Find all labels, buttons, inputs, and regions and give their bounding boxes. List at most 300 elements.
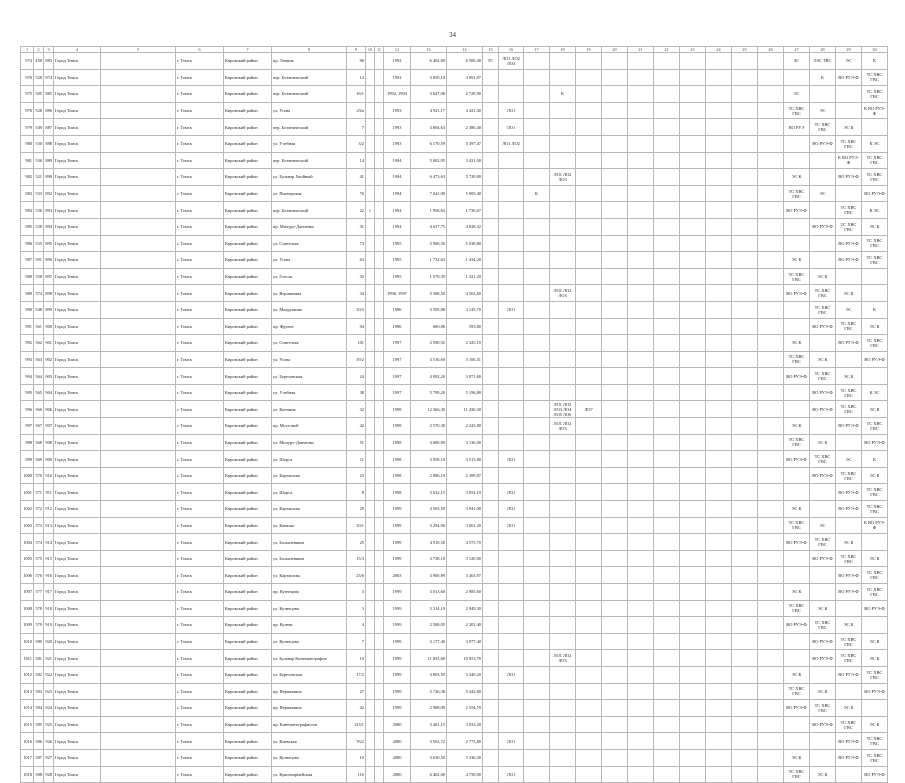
table-cell [499,749,524,766]
table-cell [602,567,628,584]
table-cell: 577 [34,584,44,601]
table-cell: ТС ХВС ГВС [836,218,862,235]
table-cell [810,584,836,601]
table-cell: 914 [44,534,54,551]
table-cell: ТС ХВС ГВС [862,749,888,766]
table-cell: 976 [21,69,34,86]
table-cell [483,733,499,750]
table-cell [758,119,784,136]
table-cell [706,185,732,202]
table-cell: 1996 [384,318,411,335]
table-cell [654,484,680,501]
table-cell: ВО РУЭ-Ф [836,69,862,86]
table-cell: 3 850,10 [411,69,447,86]
table-cell: 6 170,59 [411,135,447,152]
table-cell [101,418,176,435]
table-cell [101,235,176,252]
table-row [21,501,888,518]
table-cell: Кировский район [224,119,272,136]
table-cell: пер. Ботанический [272,86,347,103]
table-cell [602,268,628,285]
table-cell [680,152,706,169]
table-cell: 920 [44,633,54,650]
table-cell: Кировский район [224,434,272,451]
table-cell: 874 [44,69,54,86]
table-cell [375,617,384,634]
table-cell [524,683,550,700]
table-cell [758,401,784,418]
table-cell [101,567,176,584]
table-cell: 505 [34,86,44,103]
table-cell [366,218,375,235]
table-cell: Город Томск [54,351,101,368]
table-cell: 7 041,09 [411,185,447,202]
table-cell [654,567,680,584]
table-cell [654,119,680,136]
table-cell [602,534,628,551]
table-cell: Город Томск [54,716,101,733]
table-cell: ВО РУЭ-Ф [836,169,862,186]
table-cell: 897 [44,268,54,285]
table-cell [602,633,628,650]
table-cell [550,584,576,601]
table-cell [602,86,628,103]
table-cell: Кировский район [224,202,272,219]
table-cell [101,368,176,385]
table-cell [550,318,576,335]
table-cell: 7 [347,119,366,136]
table-cell: ул. Кончина [272,401,347,418]
table-cell: ул. Березовская [272,666,347,683]
table-cell [758,318,784,335]
table-cell [550,534,576,551]
table-cell [366,467,375,484]
table-cell: 1998 [384,434,411,451]
table-cell: Город Томск [54,617,101,634]
table-cell [784,235,810,252]
column-number-1: 1 [21,47,34,53]
table-cell: 16/1 [347,86,366,103]
table-cell: 991 [21,318,34,335]
table-cell: 5 900,50 [411,235,447,252]
table-cell: 3 941,00 [447,501,483,518]
table-cell [499,550,524,567]
table-cell [375,401,384,418]
table-cell [483,650,499,667]
table-cell: 988 [21,268,34,285]
table-cell: 34 [347,285,366,302]
table-cell: 982 [21,169,34,186]
table-cell: 595,80 [447,318,483,335]
table-cell [483,683,499,700]
table-cell: Кировский район [224,384,272,401]
table-cell: ТС ХВС ГВС [836,716,862,733]
table-cell: К ЭС [862,384,888,401]
table-cell [483,152,499,169]
table-cell [758,202,784,219]
table-cell [628,401,654,418]
table-cell: 928 [44,766,54,783]
table-cell: ЛО1 [499,301,524,318]
table-cell: 583 [34,683,44,700]
table-cell: ул. Большевиков [272,534,347,551]
table-cell [483,517,499,534]
table-cell [602,235,628,252]
table-cell: ТС ХВС ГВС [862,584,888,601]
table-cell [524,733,550,750]
table-cell: 6 500,40 [447,53,483,70]
table-cell [654,169,680,186]
table-cell [628,335,654,352]
table-cell: пр. Ленина [272,53,347,70]
table-cell: 3 [347,600,366,617]
table-cell [366,285,375,302]
table-cell [375,716,384,733]
table-cell [483,418,499,435]
table-cell [550,517,576,534]
table-cell: 886 [44,102,54,119]
table-cell [862,285,888,302]
table-cell [706,584,732,601]
table-cell [654,600,680,617]
table-cell: Город Томск [54,384,101,401]
table-cell: Кировский район [224,633,272,650]
table-cell [602,318,628,335]
table-cell: ул. Усова [272,102,347,119]
table-cell: Город Томск [54,135,101,152]
table-cell [732,584,758,601]
table-cell [862,534,888,551]
table-cell: Город Томск [54,86,101,103]
table-cell: 1013 [21,683,34,700]
table-cell: 992 [21,335,34,352]
table-cell [550,666,576,683]
table-cell [810,335,836,352]
table-cell: ЭС К [836,617,862,634]
table-cell: 23/6 [347,567,366,584]
table-cell [499,434,524,451]
table-row [21,666,888,683]
table-cell [654,749,680,766]
table-cell [576,351,602,368]
table-cell [784,384,810,401]
table-cell: 2 201,40 [447,617,483,634]
table-cell: 1994 [384,169,411,186]
table-cell: Город Томск [54,335,101,352]
table-cell: 4 563,50 [411,501,447,518]
table-cell [550,716,576,733]
table-cell [366,185,375,202]
table-cell: ЭС К [810,600,836,617]
table-cell [366,434,375,451]
table-cell: 3 461,15 [411,716,447,733]
table-cell [836,86,862,103]
table-cell [784,467,810,484]
table-cell [366,53,375,70]
table-cell [499,617,524,634]
table-cell [628,467,654,484]
table-cell: ТС ХВС ГВС [862,69,888,86]
table-cell [628,700,654,717]
table-cell [732,501,758,518]
table-cell [654,666,680,683]
table-cell [576,716,602,733]
table-cell [654,135,680,152]
column-number-22: 22 [654,47,680,53]
table-cell: 535 [34,235,44,252]
table-cell [483,666,499,683]
table-cell: ВО РУЭ-Ф [784,368,810,385]
table-cell: ТС ХВС ГВС [810,119,836,136]
table-cell [732,285,758,302]
table-cell [706,86,732,103]
table-cell: 907 [44,418,54,435]
table-cell [628,766,654,783]
table-cell [784,633,810,650]
table-cell: ЭС К [862,401,888,418]
table-cell [680,69,706,86]
table-cell [654,733,680,750]
table-cell: 563 [34,351,44,368]
column-number-27: 27 [784,47,810,53]
table-cell: 22 [347,202,366,219]
table-cell [375,102,384,119]
table-cell: 582 [34,666,44,683]
table-row [21,335,888,352]
table-cell [758,434,784,451]
table-cell: 1993 [384,119,411,136]
table-cell: ул. Усова [272,252,347,269]
table-cell: 1997 [384,335,411,352]
table-cell [732,484,758,501]
table-cell [483,202,499,219]
table-cell: ЭС К [784,335,810,352]
table-cell [680,185,706,202]
table-cell [758,716,784,733]
table-cell: ЛО1 [499,451,524,468]
table-cell: 1 956,63 [411,202,447,219]
table-cell: 41 [347,169,366,186]
table-cell [366,418,375,435]
table-cell [602,152,628,169]
table-cell: Кировский район [224,235,272,252]
table-cell [628,351,654,368]
table-cell: 533 [34,185,44,202]
table-cell [680,401,706,418]
table-cell [524,169,550,186]
table-cell: ЛЗС ТВС [810,53,836,70]
table-cell: 1018 [21,766,34,783]
table-cell: г. Томск [176,550,224,567]
table-cell: 2 989,09 [411,700,447,717]
table-cell [375,467,384,484]
table-cell: К ВО РУЭ-Ф [836,152,862,169]
table-cell [758,484,784,501]
table-cell: 591 [34,252,44,269]
table-cell [576,451,602,468]
table-cell: ЭС [810,185,836,202]
table-cell: ВО РУЭ-Ф [862,766,888,783]
table-cell [483,69,499,86]
table-cell: ВО РУЭ-Ф [862,434,888,451]
table-cell: ТС ХВС ГВС [810,534,836,551]
table-cell [524,766,550,783]
table-cell: ул. Вершинина [272,285,347,302]
table-cell [499,152,524,169]
table-cell: ВО РУЭ-Ф [862,185,888,202]
table-cell [680,700,706,717]
table-cell: г. Томск [176,202,224,219]
table-row [21,285,888,302]
table-cell: г. Томск [176,53,224,70]
table-cell [680,318,706,335]
table-cell: ВО РУЭ-Ф [810,318,836,335]
table-cell: ЛО1 ЛО2 ЛО3 ЛО4 ЛО5 ЛО6 [550,401,576,418]
table-cell [483,285,499,302]
table-cell [366,584,375,601]
table-row [21,633,888,650]
table-cell: 893 [44,202,54,219]
table-cell [758,633,784,650]
table-cell [706,368,732,385]
table-cell [483,384,499,401]
table-cell [375,766,384,783]
table-cell: 911 [44,484,54,501]
table-cell [758,135,784,152]
table-cell: 562 [34,335,44,352]
table-cell [758,301,784,318]
table-cell: ТС ХВС ГВС [810,368,836,385]
table-cell [576,185,602,202]
table-cell: ЭС К [836,700,862,717]
table-cell: ЭС К [810,434,836,451]
table-row [21,169,888,186]
table-cell: Кировский район [224,218,272,235]
table-cell [758,467,784,484]
table-cell: ул. Усова [272,351,347,368]
table-cell [524,451,550,468]
table-row [21,318,888,335]
table-cell: 51 [347,434,366,451]
table-cell: 3 804,63 [411,119,447,136]
table-cell [483,218,499,235]
table-cell: 980 [21,135,34,152]
table-cell [375,169,384,186]
table-cell [101,301,176,318]
table-cell [550,69,576,86]
table-cell [810,484,836,501]
table-cell [366,301,375,318]
table-cell: Город Томск [54,434,101,451]
table-cell [654,766,680,783]
table-cell: г. Томск [176,434,224,451]
table-cell: 1998 [384,418,411,435]
table-cell: 569 [34,451,44,468]
table-cell: г. Томск [176,600,224,617]
table-cell: 2 570,38 [411,418,447,435]
table-cell [836,766,862,783]
table-cell: Город Томск [54,467,101,484]
table-cell [375,517,384,534]
table-cell: Город Томск [54,733,101,750]
table-cell [499,69,524,86]
table-cell [732,434,758,451]
table-cell [524,368,550,385]
table-cell: Кировский район [224,716,272,733]
table-cell [862,268,888,285]
table-cell: Город Томск [54,53,101,70]
table-cell [550,202,576,219]
table-cell: 1997 [384,351,411,368]
table-cell: 43 [347,268,366,285]
table-cell [576,534,602,551]
table-cell [706,600,732,617]
table-cell [366,534,375,551]
table-cell [758,235,784,252]
table-cell: Город Томск [54,666,101,683]
table-cell: Кировский район [224,53,272,70]
table-cell: ВО РУЭ-Ф [784,285,810,302]
table-cell [680,434,706,451]
table-cell [101,169,176,186]
table-cell: 2000 [384,766,411,783]
table-row [21,252,888,269]
table-cell [550,567,576,584]
table-cell [706,335,732,352]
table-cell [628,517,654,534]
table-cell [732,617,758,634]
table-cell [654,102,680,119]
table-cell [524,53,550,70]
table-cell: Город Томск [54,69,101,86]
table-cell: 4 758,00 [447,766,483,783]
table-cell: г. Томск [176,700,224,717]
table-cell: 116 [347,766,366,783]
table-cell [375,235,384,252]
table-cell [706,683,732,700]
table-cell: ВО РУЭ-Ф [810,401,836,418]
table-cell [375,252,384,269]
table-cell: ул. Карташова [272,567,347,584]
table-cell [101,550,176,567]
table-cell: 1011 [21,650,34,667]
table-cell [375,69,384,86]
table-cell: ЭС К [862,318,888,335]
table-row [21,368,888,385]
table-cell: г. Томск [176,152,224,169]
table-cell [499,467,524,484]
table-cell [680,749,706,766]
column-number-26: 26 [758,47,784,53]
table-cell [101,666,176,683]
table-cell [366,135,375,152]
table-cell [680,517,706,534]
table-cell [862,617,888,634]
table-cell [706,252,732,269]
table-cell [654,351,680,368]
table-cell [524,700,550,717]
table-cell [101,451,176,468]
table-cell [654,683,680,700]
table-cell: ВО РУЭ-Ф [784,202,810,219]
table-cell [680,268,706,285]
table-cell [366,517,375,534]
table-cell: 1999 [384,617,411,634]
table-cell: 561 [34,318,44,335]
table-cell: г. Томск [176,617,224,634]
table-cell [602,451,628,468]
table-cell [550,484,576,501]
